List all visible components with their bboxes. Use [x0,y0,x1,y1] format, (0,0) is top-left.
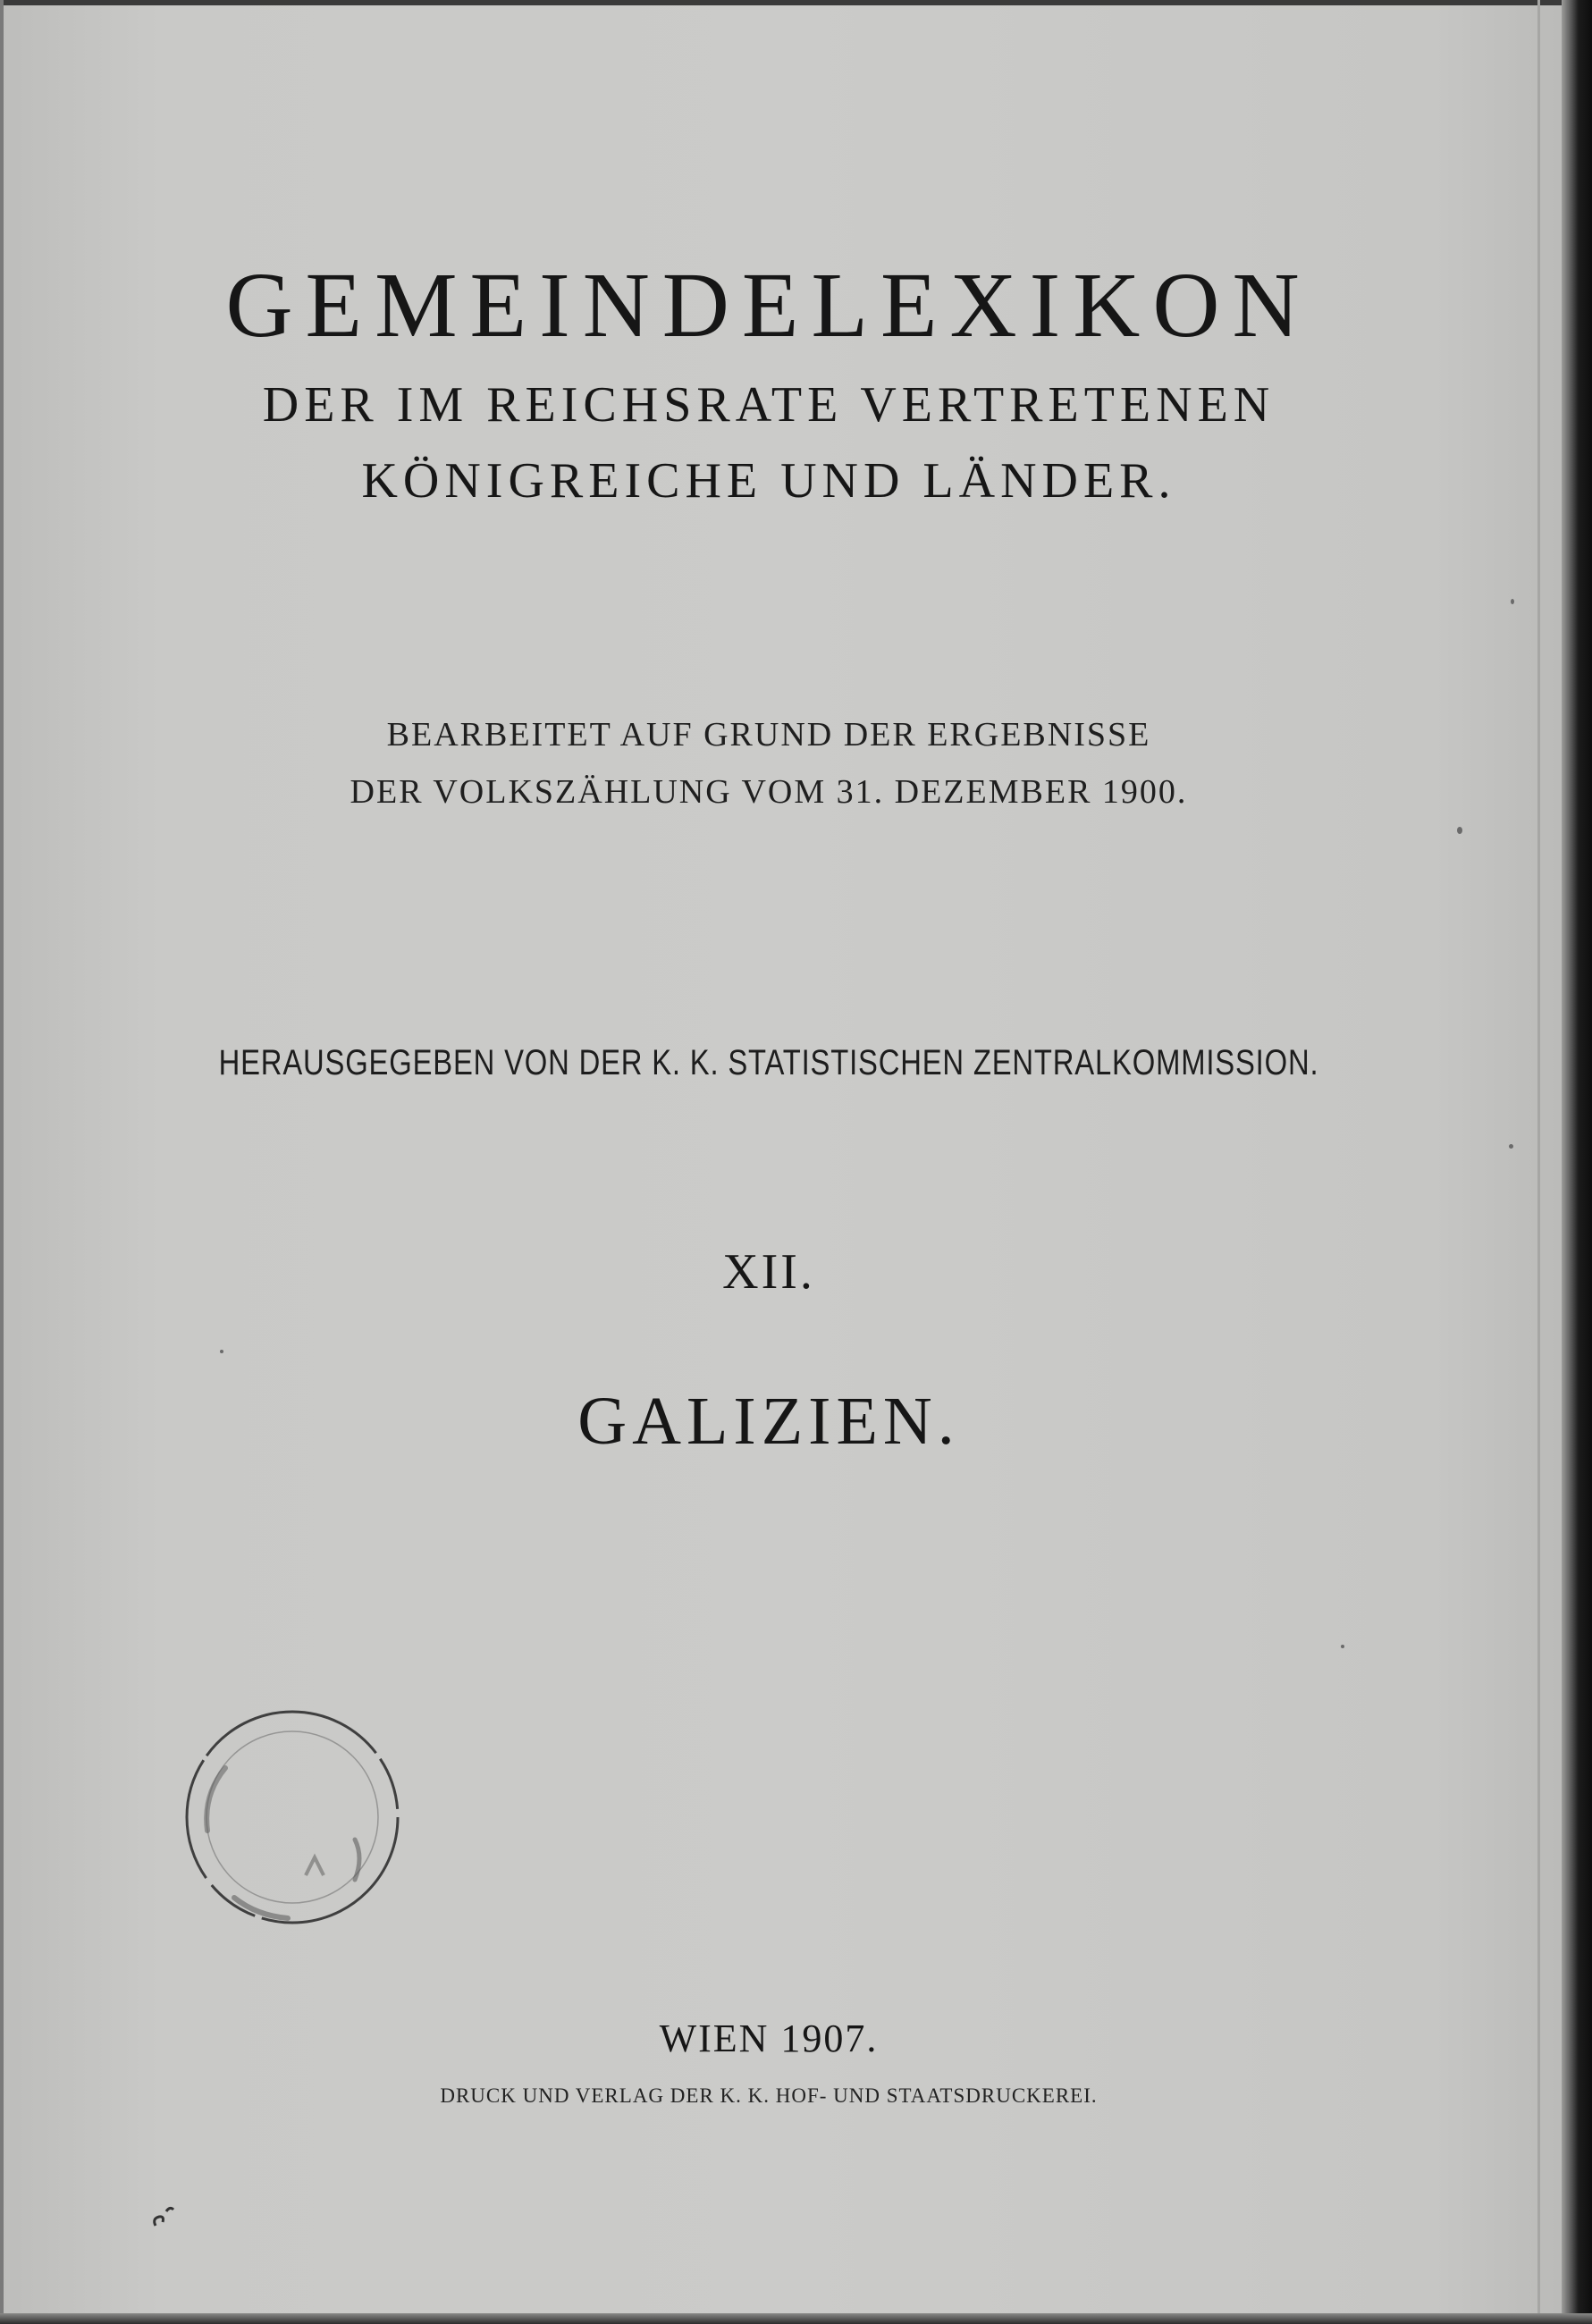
page-fold-line [1537,0,1540,2324]
book-binding-edge [1562,0,1592,2324]
paper-speck [1511,599,1514,604]
handwritten-mark [147,2199,182,2235]
library-stamp [172,1697,413,1938]
subtitle-line-1: DER IM REICHSRATE VERTRETENEN [262,377,1276,433]
subtitle-line-2: KÖNIGREICHE UND LÄNDER. [361,453,1176,509]
volume-title: GALIZIEN. [577,1384,960,1459]
scan-bottom-edge [0,2313,1592,2324]
edited-line-2: DER VOLKSZÄHLUNG VOM 31. DEZEMBER 1900. [350,773,1188,811]
publisher-line: HERAUSGEGEBEN VON DER K. K. STATISTISCHEN ZENTRALKOMMISSION. [218,1043,1319,1082]
volume-number: XII. [722,1244,815,1300]
scan-top-edge [0,0,1592,5]
paper-speck [1509,1144,1513,1149]
place-and-year: WIEN 1907. [659,2017,879,2060]
edited-line-1: BEARBEITET AUF GRUND DER ERGEBNISSE [386,716,1151,754]
paper-speck [220,1350,223,1353]
paper-speck [1457,827,1462,834]
paper-speck [1341,1645,1344,1648]
main-title: GEMEINDELEXIKON [225,254,1312,357]
printer-line: DRUCK UND VERLAG DER K. K. HOF- UND STAATSDRUCKEREI. [440,2084,1098,2107]
